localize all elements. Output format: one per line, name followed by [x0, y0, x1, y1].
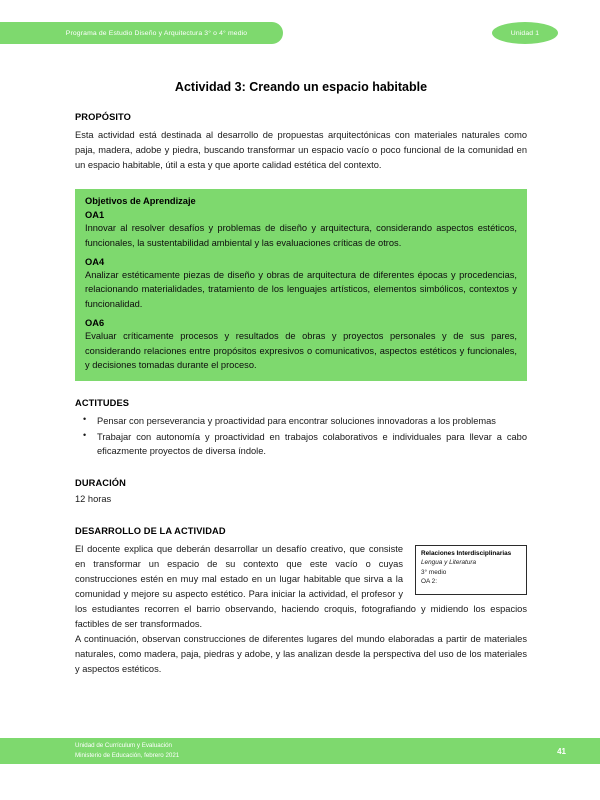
actitudes-list — [75, 414, 527, 458]
program-banner-label: Programa de Estudio Diseño y Arquitectura 3° o 4° medio — [65, 29, 248, 37]
objetivo-item — [85, 318, 517, 372]
list-item: • Trabajar con autonomía y proactividad en trabajos colaborativos e individuales para llevar a cabo eficazmente proyectos de diversa índole. — [97, 430, 527, 459]
unit-badge-label: Unidad 1 — [510, 29, 540, 37]
list-item: • Pensar con perseverancia y proactividad para encontrar soluciones innovadoras a los problemas — [97, 414, 527, 428]
proposito-heading: PROPÓSITO — [75, 112, 132, 122]
objetivo-item — [85, 210, 517, 250]
objetivo-code: OA1 — [85, 210, 105, 221]
page-number: 41 — [557, 746, 566, 756]
unit-badge — [492, 22, 558, 44]
relaciones-oa: OA 2: — [421, 578, 437, 586]
objetivo-text: Innovar al resolver desafíos y problemas de diseño y arquitectura, considerando aspectos estéticos, funcionales, la sustentabilidad ambiental y las evaluaciones críticas de otros. — [85, 223, 517, 248]
footer-line-1: Unidad de Currículum y Evaluación — [75, 741, 172, 749]
proposito-text: Esta actividad está destinada al desarrollo de propuestas arquitectónicas con materiales naturales como paja, madera, adobe y piedra, buscando transformar un espacio vacío o poco funcional de la comunidad en un espacio habitable, útil a esta y que aporte calidad estética del contexto. — [75, 130, 527, 171]
desarrollo-heading: DESARROLLO DE LA ACTIVIDAD — [75, 525, 226, 536]
objetivos-box-title: Objetivos de Aprendizaje — [85, 196, 196, 207]
section-duracion — [75, 478, 527, 504]
duracion-heading: DURACIÓN — [75, 477, 126, 488]
program-banner — [0, 22, 283, 44]
section-desarrollo — [75, 526, 527, 677]
relaciones-level: 3° medio — [421, 568, 447, 576]
section-actitudes — [75, 398, 527, 458]
objetivo-text: Analizar estéticamente piezas de diseño y obras de arquitectura de diferentes épocas y procedencias, relacionando materialidades, tratamiento de los lenguajes artísticos, elementos simbólicos, contextos y funcionalidad. — [85, 269, 517, 309]
objetivo-text: Evaluar críticamente procesos y resultados de obras y proyectos personales y de sus pares, considerando relaciones entre propósitos expresivos o comunicativos, aspectos estéticos y funcionales, y decisiones tomadas durante el proceso. — [85, 331, 517, 370]
page-header — [0, 22, 600, 44]
footer-line-2: Ministerio de Educación, febrero 2021 — [75, 752, 180, 759]
objetivo-code: OA4 — [85, 256, 105, 267]
actitudes-heading: ACTITUDES — [75, 398, 130, 409]
relaciones-title: Relaciones Interdisciplinarias — [421, 549, 512, 557]
desarrollo-paragraph-1: El docente explica que deberán desarrollar un desafío creativo, que consiste en transformar un espacio de su contexto que este vacío o cuyas construcciones estén en muy mal estado en un lugar habitable que sirva a la comunidad y mejore su aspecto estético. Para iniciar la actividad, el profesor y los estudiantes recorren el barrio observando, haciendo croquis, fotografiando y midiendo los espacios factibles de ser transformados. — [75, 543, 527, 629]
objetivos-box — [75, 189, 527, 381]
relaciones-interdisciplinarias-box — [415, 545, 527, 595]
section-proposito — [75, 112, 527, 173]
objetivo-code: OA6 — [85, 318, 105, 329]
footer-credits — [75, 741, 557, 761]
page-content — [75, 80, 527, 677]
page-title: Actividad 3: Creando un espacio habitable — [174, 80, 428, 94]
desarrollo-paragraph-2: A continuación, observan construcciones de diferentes lugares del mundo elaboradas a partir de materiales naturales, como madera, paja, piedras y adobe, y las analizan desde la perspectiva del uso de los materiales y aspectos estéticos. — [75, 633, 527, 674]
page-footer — [0, 738, 600, 764]
relaciones-subject: Lengua y Literatura — [421, 558, 477, 566]
duracion-value: 12 horas — [75, 493, 112, 504]
objetivo-item — [85, 257, 517, 311]
